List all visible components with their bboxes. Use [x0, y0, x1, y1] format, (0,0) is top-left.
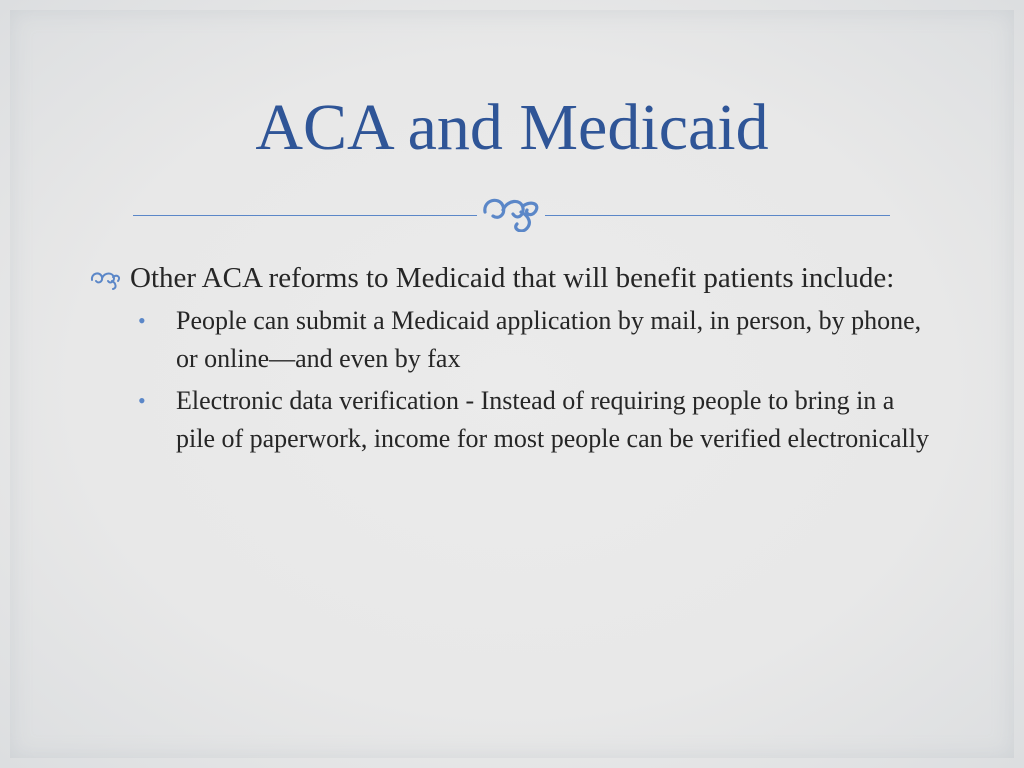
bullet-level2 [130, 382, 938, 458]
bullet-level1-text: Other ACA reforms to Medicaid that will benefit patients include: [130, 262, 895, 294]
sub-bullet-list [88, 302, 938, 458]
bullet-level2-text: People can submit a Medicaid application by mail, in person, by phone, or online—and even by fax [176, 306, 922, 373]
round-bullet-icon: • [138, 308, 146, 333]
flourish-ornament-icon [477, 190, 545, 232]
bullet-level2-text: Electronic data verification - Instead of requiring people to bring in a pile of paperwork, income for most people can be verified electronically [176, 386, 929, 453]
bullet-level2 [130, 302, 938, 378]
slide-title: ACA and Medicaid [255, 91, 769, 164]
round-bullet-icon: • [138, 388, 146, 413]
title-divider [133, 190, 890, 230]
slide-body [88, 258, 938, 462]
flourish-bullet-icon [88, 268, 122, 290]
bullet-level1 [88, 258, 938, 299]
divider-line-left [133, 215, 477, 216]
divider-line-right [545, 215, 890, 216]
